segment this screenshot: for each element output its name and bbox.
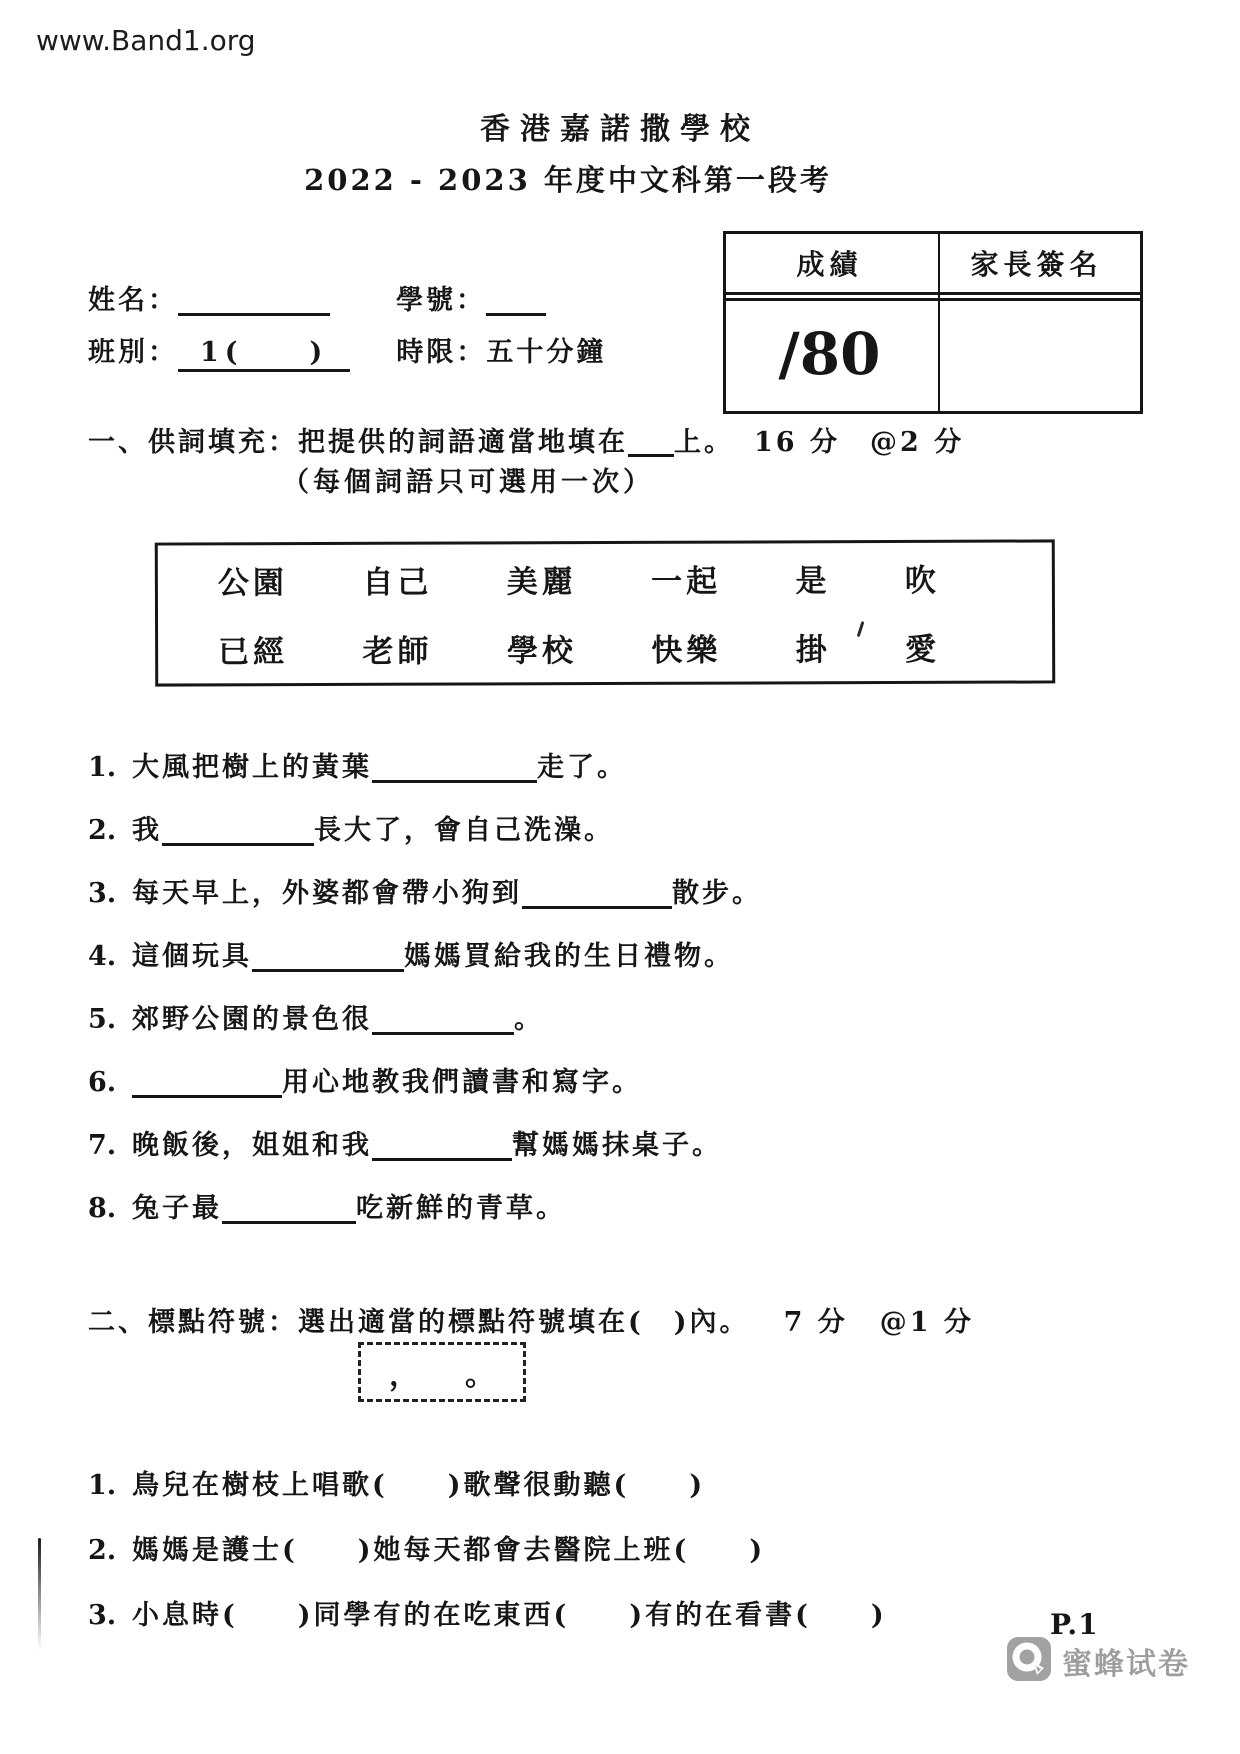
- student-info-row-1: [88, 278, 546, 317]
- question-number: 3.: [88, 1600, 117, 1631]
- score-value-cell: /80: [778, 320, 881, 388]
- section1-heading-blank: [628, 428, 674, 457]
- s1-question-5: [88, 997, 544, 1037]
- question-number: 2.: [88, 1535, 117, 1566]
- answer-blank: [522, 878, 672, 909]
- punctuation-options-box: [358, 1342, 526, 1402]
- class-label: 班別：: [88, 337, 178, 368]
- question-text-post: 走了。: [537, 752, 627, 783]
- signature-value-cell: [933, 301, 1140, 407]
- question-text: 小息時( )同學有的在吃東西( )有的在看書( ): [132, 1600, 887, 1631]
- word-bank-item: 已經: [218, 634, 289, 671]
- scan-artifact-line: [38, 1538, 41, 1650]
- section1-points-each: @2 分: [869, 427, 965, 458]
- watermark-url: www.Band1.org: [36, 24, 256, 57]
- question-text-post: 。: [514, 1004, 544, 1035]
- score-table-header-row: [726, 234, 1140, 295]
- question-text-pre: 大風把樹上的黃葉: [132, 752, 372, 783]
- school-name: 香港嘉諾撒學校: [480, 112, 760, 147]
- section1-heading-post: 上。: [674, 427, 734, 458]
- section1-note: （每個詞語只可選用一次）: [282, 467, 654, 498]
- s2-question-2: [88, 1528, 765, 1568]
- question-number: 7.: [88, 1130, 117, 1161]
- word-bank-row-1: [158, 554, 1052, 602]
- question-text-pre: 兔子最: [132, 1193, 222, 1224]
- s1-question-6: [88, 1060, 642, 1100]
- score-table-divider: [938, 234, 940, 411]
- question-text-pre: 晚飯後，姐姐和我: [132, 1130, 372, 1161]
- section1-heading-pre: 一、供詞填充：把提供的詞語適當地填在: [88, 427, 628, 458]
- s1-question-2: [88, 808, 614, 848]
- brand-name: 蜜蜂试卷: [1062, 1647, 1190, 1682]
- brand-logo: [1006, 1636, 1190, 1686]
- question-text-post: 媽媽買給我的生日禮物。: [404, 941, 734, 972]
- signature-header-cell: 家長簽名: [970, 248, 1103, 281]
- question-number: 1.: [88, 1470, 117, 1501]
- score-table: [723, 231, 1143, 414]
- question-text-pre: 郊野公園的景色很: [132, 1004, 372, 1035]
- word-bank-item: 學校: [506, 633, 577, 670]
- student-no-blank: [486, 283, 546, 316]
- word-bank-item: 愛: [905, 631, 941, 668]
- word-bank-item: 快樂: [651, 632, 722, 669]
- question-text-post: 用心地教我們讀書和寫字。: [282, 1067, 642, 1098]
- question-number: 3.: [88, 878, 117, 909]
- s1-question-7: [88, 1123, 722, 1163]
- s1-question-3: [88, 871, 762, 911]
- word-bank-item: 一起: [651, 563, 722, 600]
- question-text-pre: 我: [132, 815, 162, 846]
- answer-blank: [162, 815, 314, 846]
- bee-logo-icon: [1006, 1636, 1052, 1686]
- word-bank-row-2: [158, 623, 1052, 671]
- question-text: 媽媽是護士( )她每天都會去醫院上班( ): [132, 1535, 766, 1566]
- section1-heading: [88, 420, 964, 459]
- name-blank: [178, 283, 330, 316]
- page-number: P.1: [1050, 1608, 1099, 1641]
- word-bank-item: 是: [795, 563, 831, 600]
- question-text-post: 幫媽媽抹桌子。: [512, 1130, 722, 1161]
- word-bank-item: 吹: [904, 562, 940, 599]
- score-table-body-row: [726, 301, 1140, 407]
- s1-question-1: [88, 745, 627, 785]
- question-text: 鳥兒在樹枝上唱歌( )歌聲很動聽( ): [132, 1470, 706, 1501]
- answer-blank: [252, 941, 404, 972]
- answer-blank: [222, 1193, 356, 1224]
- word-bank-item: 掛: [795, 632, 831, 669]
- name-label: 姓名：: [88, 285, 178, 316]
- word-bank-item: 公園: [217, 565, 288, 602]
- s2-question-1: [88, 1463, 705, 1503]
- question-number: 6.: [88, 1067, 117, 1098]
- time-value: 五十分鐘: [486, 337, 607, 368]
- s2-question-3: [88, 1593, 887, 1633]
- word-bank-item: 自己: [362, 564, 433, 601]
- section2-heading: [88, 1300, 974, 1339]
- question-text-post: 吃新鮮的青草。: [356, 1193, 566, 1224]
- punctuation-period: 。: [465, 1358, 495, 1393]
- section1-points: 16 分: [754, 427, 840, 458]
- answer-blank: [372, 1130, 512, 1161]
- question-number: 8.: [88, 1193, 117, 1224]
- word-bank-item: 美麗: [506, 564, 577, 601]
- question-number: 4.: [88, 941, 117, 972]
- question-number: 2.: [88, 815, 117, 846]
- punctuation-comma: ，: [389, 1358, 419, 1393]
- question-text-pre: 每天早上，外婆都會帶小狗到: [132, 878, 522, 909]
- answer-blank: [372, 1004, 514, 1035]
- question-number: 1.: [88, 752, 117, 783]
- s1-question-8: [88, 1186, 566, 1226]
- question-number: 5.: [88, 1004, 117, 1035]
- section2-points-each: @1 分: [879, 1307, 974, 1338]
- student-info-row-2: [88, 330, 606, 372]
- student-no-label: 學號：: [396, 285, 486, 316]
- section2-points: 7 分: [783, 1307, 848, 1338]
- section2-heading-text: 二、標點符號：選出適當的標點符號填在( )內。: [88, 1307, 750, 1338]
- exam-title: 2022 - 2023 年度中文科第一段考: [304, 163, 832, 197]
- question-text-pre: 這個玩具: [132, 941, 252, 972]
- score-header-cell: 成績: [796, 248, 863, 281]
- s1-question-4: [88, 934, 734, 974]
- answer-blank: [372, 752, 537, 783]
- question-text-post: 長大了，會自己洗澡。: [314, 815, 614, 846]
- word-bank-item: 老師: [362, 633, 433, 670]
- class-value: 1( ): [178, 330, 350, 372]
- word-bank-box: [155, 539, 1055, 686]
- answer-blank: [132, 1067, 282, 1098]
- question-text-post: 散步。: [672, 878, 762, 909]
- time-label: 時限：: [396, 337, 487, 368]
